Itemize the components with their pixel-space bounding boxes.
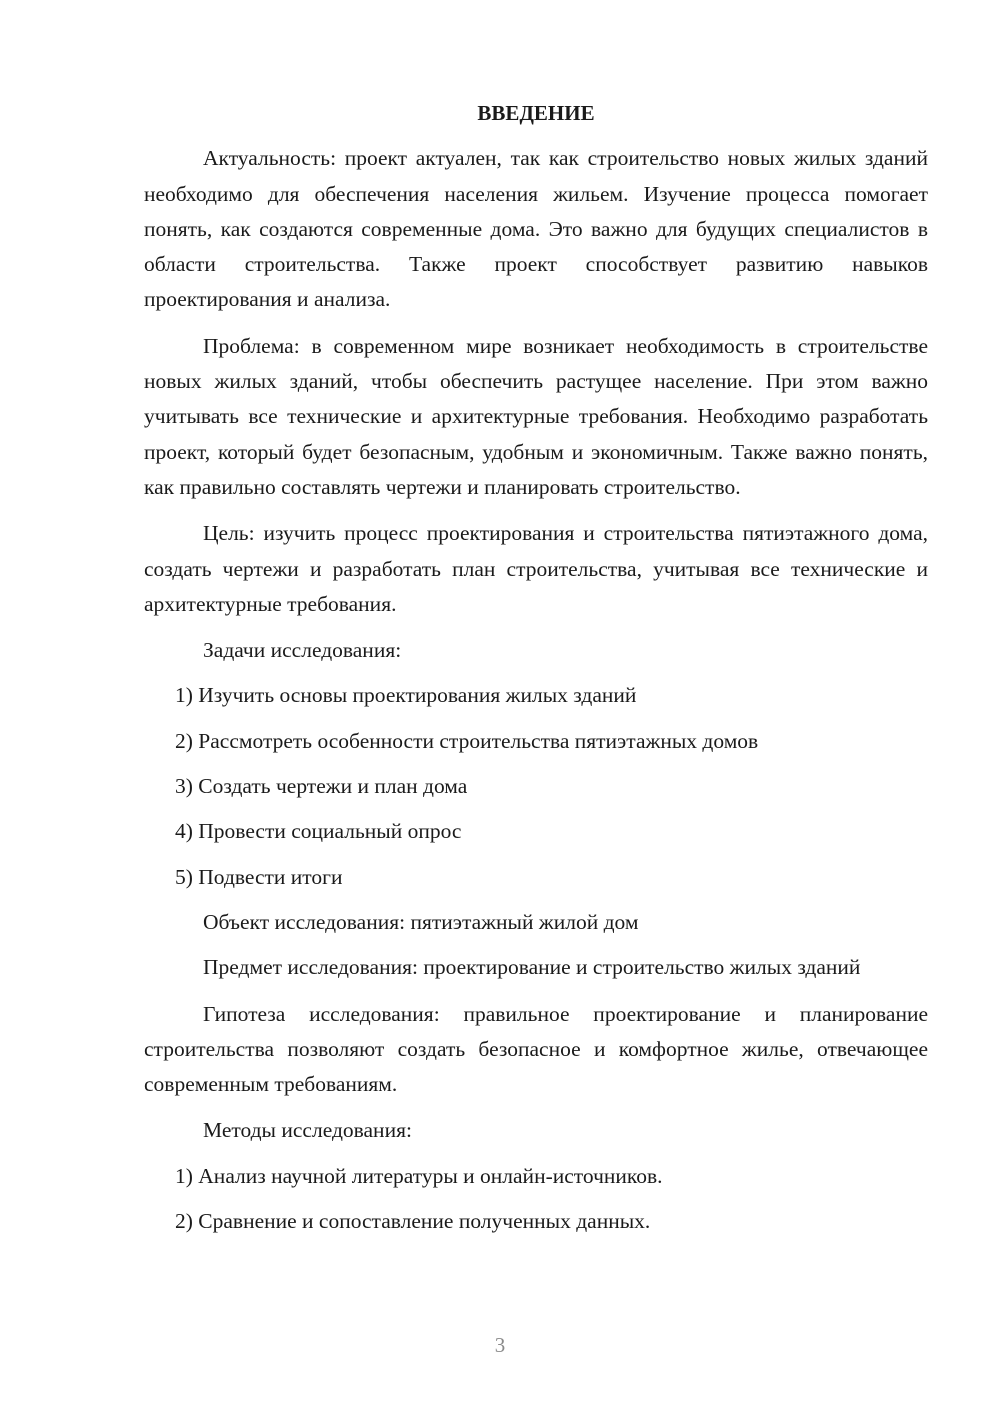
research-object: Объект исследования: пятиэтажный жилой дом [203, 909, 639, 934]
method-item: 2) Сравнение и сопоставление полученных данных. [175, 1209, 651, 1234]
goal-paragraph: Цель: изучить процесс проектирования и строительства пятиэтажного дома, создать чертежи и разработать план строительства, учитывая все технические и архитектурные требования. [144, 521, 928, 616]
page-number: 3 [494, 1333, 506, 1357]
task-item: 4) Провести социальный опрос [175, 819, 462, 844]
section-title: ВВЕДЕНИЕ [477, 101, 595, 125]
research-subject: Предмет исследования: проектирование и строительство жилых зданий [203, 955, 861, 980]
task-item: 1) Изучить основы проектирования жилых зданий [175, 683, 637, 708]
hypothesis-paragraph: Гипотеза исследования: правильное проектирование и планирование строительства позволяют создать безопасное и комфортное жилье, отвечающее современным требованиям. [144, 1001, 928, 1097]
task-item: 3) Создать чертежи и план дома [175, 774, 468, 799]
document-page [144, 96, 928, 1249]
method-item: 1) Анализ научной литературы и онлайн-источников. [175, 1163, 663, 1188]
task-item: 2) Рассмотреть особенности строительства пятиэтажных домов [175, 728, 759, 753]
problem-paragraph: Проблема: в современном мире возникает необходимость в строительстве новых жилых зданий, чтобы обеспечить растущее население. При этом важно учитывать все технические и архитектурные требования. Необходимо разработать проект, который будет безопасным, удобным и экономичным. Также важно понять, как правильно составлять чертежи и планировать строительство. [144, 333, 928, 499]
methods-heading: Методы исследования: [203, 1118, 412, 1143]
tasks-heading: Задачи исследования: [203, 638, 402, 663]
task-item: 5) Подвести итоги [175, 864, 343, 889]
relevance-paragraph: Актуальность: проект актуален, так как строительство новых жилых зданий необходимо для обеспечения населения жильем. Изучение процесса помогает понять, как создаются современные дома. Это важно для будущих специалистов в области строительства. Также проект способствует развитию навыков проектирования и анализа. [144, 146, 928, 312]
